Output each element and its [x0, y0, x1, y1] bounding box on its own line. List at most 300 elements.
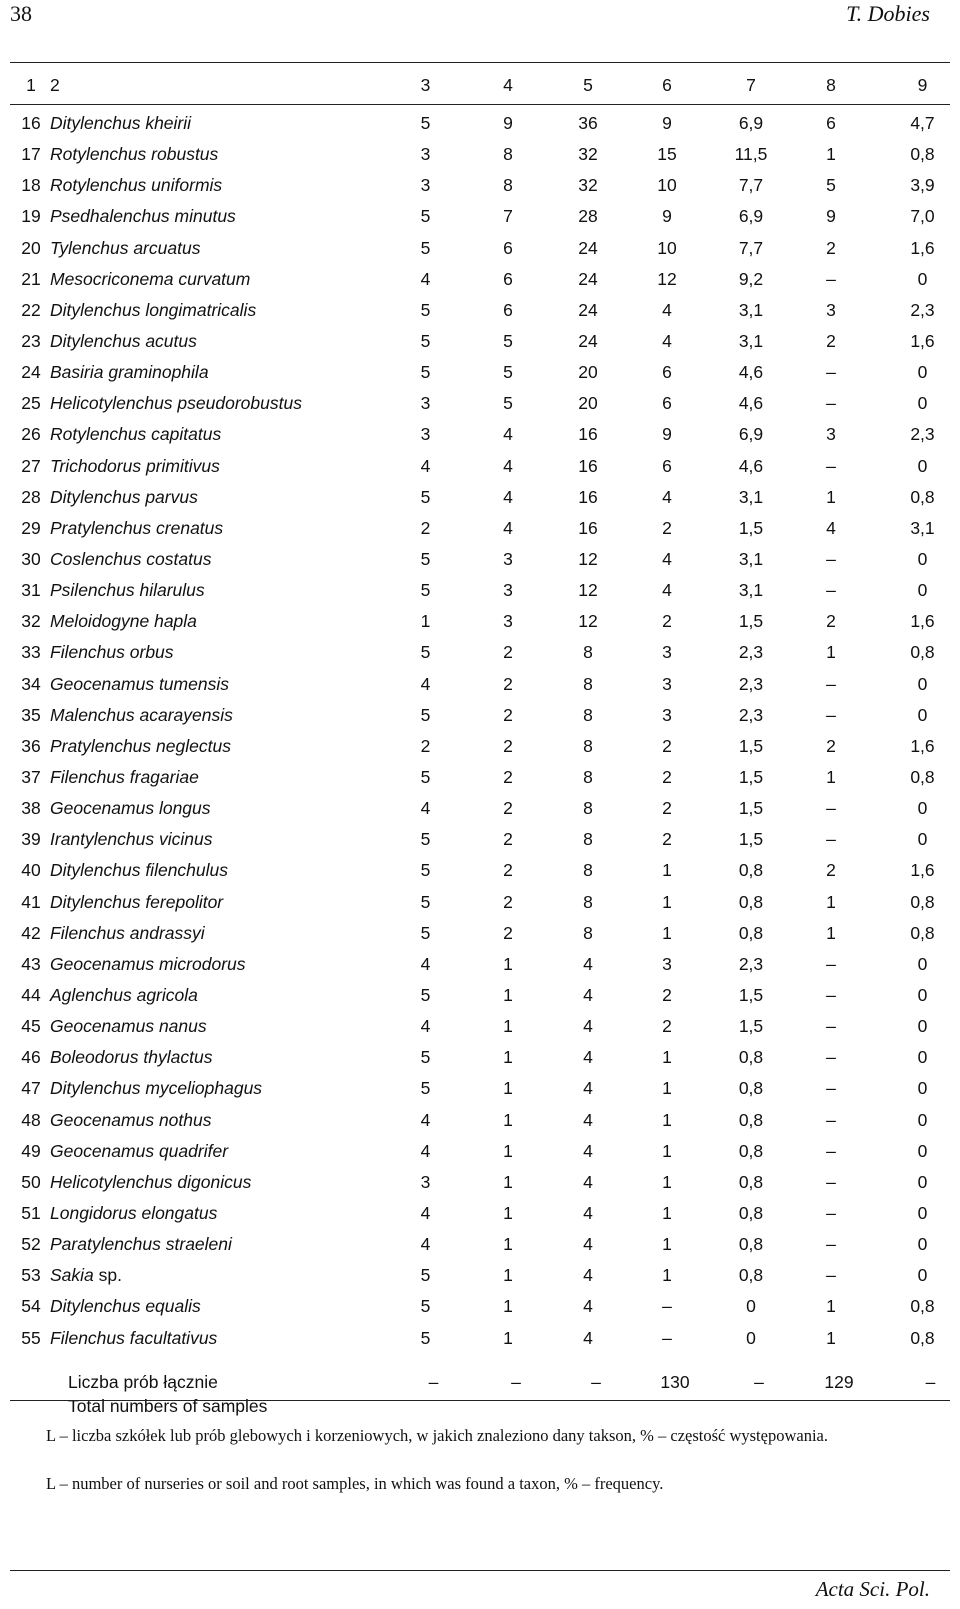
row-number: 53: [21, 1265, 41, 1286]
table-cell: –: [826, 704, 836, 725]
species-name: Mesocriconema curvatum: [50, 268, 251, 289]
column-header: 2: [50, 74, 60, 95]
table-cell: 2: [826, 735, 836, 756]
table-cell: 3,1: [738, 486, 764, 507]
table-cell: 3,1: [910, 517, 935, 538]
row-number: 37: [21, 767, 41, 788]
table-row: [12, 762, 960, 793]
table-cell: 4: [662, 331, 672, 352]
species-name: Geocenamus microdorus: [50, 953, 246, 974]
table-cell: 1: [420, 611, 431, 632]
table-cell: 3: [420, 144, 431, 165]
table-row: [12, 1198, 960, 1229]
table-row: [12, 1291, 960, 1322]
table-cell: 1: [662, 1047, 672, 1068]
table-cell: 10: [657, 175, 677, 196]
table-cell: 4: [583, 1016, 593, 1037]
table-cell: 4: [583, 985, 593, 1005]
table-cell: 7: [503, 206, 513, 227]
table-cell: 12: [578, 580, 598, 601]
table-cell: 8: [583, 922, 593, 943]
totals-label: [68, 1370, 267, 1418]
table-cell: 7,7: [738, 237, 764, 258]
table-row: [12, 1167, 960, 1198]
species-name: Ditylenchus myceliophagus: [50, 1078, 263, 1099]
table-cell: 2: [503, 767, 513, 788]
table-row: [12, 980, 960, 1011]
totals-value: –: [511, 1372, 521, 1392]
table-cell: 4: [420, 1109, 431, 1130]
table-cell: 0: [917, 1140, 928, 1161]
table-cell: 7,0: [910, 206, 935, 227]
table-cell: 1,5: [738, 767, 764, 788]
table-cell: 5: [503, 331, 513, 352]
table-cell: 4: [662, 549, 672, 570]
table-cell: 1: [662, 1202, 672, 1223]
table-cell: 5: [420, 331, 431, 352]
table-cell: 0: [917, 549, 928, 570]
table-cell: 2: [503, 673, 513, 694]
table-cell: –: [826, 1016, 836, 1037]
column-header: 6: [662, 74, 672, 95]
table-cell: 1: [503, 953, 513, 974]
row-number: 45: [21, 1016, 41, 1037]
table-cell: 3: [503, 611, 513, 632]
table-cell: 6: [662, 362, 672, 383]
table-cell: 5: [420, 1078, 431, 1099]
table-cell: 5: [420, 1265, 431, 1286]
table-row: [12, 357, 960, 388]
table-cell: 0,8: [738, 1047, 764, 1068]
table-cell: 1: [503, 1234, 513, 1255]
table-cell: 4: [826, 517, 836, 538]
table-cell: 4: [420, 1016, 431, 1037]
table-cell: 1: [662, 1140, 672, 1161]
table-cell: 12: [578, 549, 598, 570]
table-cell: –: [826, 1078, 836, 1099]
table-cell: –: [826, 673, 836, 694]
species-name-cell: [50, 1042, 388, 1073]
table-cell: 8: [503, 175, 513, 196]
table-row: [12, 170, 960, 201]
row-number: 40: [21, 860, 41, 881]
table-cell: 2: [420, 517, 431, 538]
table-cell: 0,8: [738, 1265, 764, 1286]
table-cell: 4: [503, 424, 513, 445]
row-number: 51: [21, 1202, 41, 1223]
table-cell: 3: [420, 393, 431, 414]
table-cell: 12: [578, 611, 598, 632]
row-number: 30: [21, 549, 41, 570]
table-cell: 1: [503, 1140, 513, 1161]
table-cell: 8: [583, 860, 593, 881]
species-name: Meloidogyne hapla: [50, 611, 197, 632]
species-suffix: sp.: [93, 1265, 122, 1286]
table-cell: 1,5: [738, 829, 764, 850]
table-cell: 0: [917, 455, 928, 476]
row-number: 35: [21, 704, 41, 725]
table-cell: 4: [420, 455, 431, 476]
table-cell: 32: [578, 175, 598, 196]
species-name: Ditylenchus longimatricalis: [50, 299, 257, 320]
table-cell: 0,8: [910, 922, 935, 943]
species-name-cell: [50, 233, 388, 264]
species-name: Geocenamus nothus: [50, 1109, 212, 1130]
table-cell: 4: [662, 299, 672, 320]
row-number: 19: [21, 206, 41, 227]
table-cell: 2,3: [738, 953, 764, 974]
species-name-cell: [50, 793, 388, 824]
row-number: 23: [21, 331, 41, 352]
species-name: Psedhalenchus minutus: [50, 206, 236, 227]
table-row: [12, 1011, 960, 1042]
table-cell: 3: [503, 580, 513, 601]
table-cell: 1: [826, 486, 836, 507]
table-cell: 6: [662, 393, 672, 414]
table-cell: 6: [662, 455, 672, 476]
table-cell: –: [826, 829, 836, 850]
table-cell: 4,6: [738, 393, 764, 414]
table-cell: 5: [420, 206, 431, 227]
table-cell: 6: [503, 299, 513, 320]
species-name-cell: [50, 824, 388, 855]
table-cell: 2: [503, 922, 513, 943]
table-cell: 5: [420, 580, 431, 601]
table-cell: 4: [420, 673, 431, 694]
table-row: [12, 388, 960, 419]
table-cell: 1: [662, 1234, 672, 1255]
journal-name: Acta Sci. Pol.: [815, 1577, 930, 1601]
species-name: Rotylenchus robustus: [50, 144, 219, 165]
table-row: [12, 1229, 960, 1260]
row-number: 25: [21, 393, 41, 414]
table-cell: 32: [578, 144, 598, 165]
column-header: 9: [917, 74, 928, 95]
row-number: 16: [21, 113, 41, 134]
table-cell: –: [826, 1047, 836, 1068]
running-head: T. Dobies: [846, 1, 930, 26]
table-cell: 2: [420, 735, 431, 756]
table-row: [12, 295, 960, 326]
table-cell: 20: [578, 393, 598, 414]
table-cell: 4: [420, 953, 431, 974]
table-row: [12, 918, 960, 949]
table-cell: 1: [503, 1265, 513, 1286]
footnote-polish: L – liczba szkółek lub prób glebowych i korzeniowych, w jakich znaleziono dany takson, % – częstość występowania.: [46, 1426, 828, 1445]
table-cell: 1,5: [738, 985, 764, 1005]
table-cell: 4,7: [910, 113, 935, 134]
table-cell: 1,6: [910, 735, 935, 756]
species-name: Sakia: [50, 1265, 94, 1286]
table-cell: 0: [917, 1265, 928, 1286]
table-cell: –: [826, 268, 836, 289]
table-row: [12, 451, 960, 482]
table-cell: 9,2: [738, 268, 764, 289]
table-cell: 1: [826, 922, 836, 943]
table-cell: 8: [503, 144, 513, 165]
column-header: 3: [420, 74, 431, 95]
species-name-cell: [50, 513, 388, 544]
row-number: 34: [21, 673, 41, 694]
table-cell: 0: [746, 1327, 756, 1348]
table-cell: 1: [503, 1078, 513, 1099]
species-name-cell: [50, 887, 388, 918]
table-cell: 6: [503, 237, 513, 258]
row-number: 36: [21, 735, 41, 756]
row-number: 22: [21, 299, 41, 320]
table-cell: 5: [420, 860, 431, 881]
table-cell: 2: [503, 891, 513, 912]
table-cell: 0: [917, 953, 928, 974]
table-cell: 2,3: [910, 424, 935, 445]
table-cell: 2: [826, 860, 836, 881]
species-name-cell: [50, 1105, 388, 1136]
table-cell: 1: [826, 1296, 836, 1317]
table-cell: 1: [826, 1327, 836, 1348]
row-number: 38: [21, 798, 41, 819]
totals-value: –: [591, 1372, 601, 1392]
table-cell: 0,8: [910, 144, 935, 165]
row-number: 55: [21, 1327, 41, 1348]
table-cell: 1: [662, 922, 672, 943]
table-cell: 7,7: [738, 175, 764, 196]
species-name: Aglenchus agricola: [50, 985, 198, 1005]
table-cell: 2,3: [738, 642, 764, 663]
table-cell: 0: [917, 704, 928, 725]
species-name-cell: [50, 1322, 388, 1353]
table-cell: 5: [420, 237, 431, 258]
row-number: 29: [21, 517, 41, 538]
table-row: [12, 326, 960, 357]
row-number: 46: [21, 1047, 41, 1068]
table-cell: 5: [420, 642, 431, 663]
table-cell: 1: [503, 1016, 513, 1037]
table-cell: 16: [578, 455, 598, 476]
table-top-rule: [10, 62, 950, 63]
species-name-cell: [50, 669, 388, 700]
table-cell: 3: [662, 953, 672, 974]
table-cell: 0,8: [738, 1078, 764, 1099]
totals-value: –: [428, 1372, 439, 1392]
species-name: Filenchus andrassyi: [50, 922, 205, 943]
table-cell: 3: [420, 1171, 431, 1192]
totals-label-pl: Liczba prób łącznie: [68, 1372, 218, 1392]
table-row: [12, 887, 960, 918]
table-cell: 6,9: [738, 206, 764, 227]
table-cell: 8: [583, 673, 593, 694]
species-name-cell: [50, 700, 388, 731]
table-cell: 6: [826, 113, 836, 134]
species-name-cell: [50, 1011, 388, 1042]
table-cell: –: [826, 549, 836, 570]
table-cell: 1,6: [910, 331, 935, 352]
table-cell: 3: [503, 549, 513, 570]
table-cell: –: [826, 362, 836, 383]
table-cell: 5: [420, 767, 431, 788]
row-number: 18: [21, 175, 41, 196]
row-number: 32: [21, 611, 41, 632]
table-cell: 0,8: [910, 767, 935, 788]
table-cell: 2: [503, 829, 513, 850]
table-cell: 1: [503, 1109, 513, 1130]
table-cell: 1: [826, 642, 836, 663]
table-cell: 8: [583, 767, 593, 788]
table-cell: 0: [917, 1047, 928, 1068]
table-row: [12, 1105, 960, 1136]
table-cell: 0,8: [738, 922, 764, 943]
table-cell: 3: [826, 299, 836, 320]
species-name: Geocenamus nanus: [50, 1016, 207, 1037]
species-name-cell: [50, 1073, 388, 1104]
table-row: [12, 606, 960, 637]
table-row: [12, 1260, 960, 1291]
table-cell: 0,8: [910, 891, 935, 912]
species-name: Ditylenchus kheirii: [50, 113, 192, 134]
table-row: [12, 1073, 960, 1104]
table-cell: 4: [583, 1234, 593, 1255]
table-cell: 0: [917, 268, 928, 289]
row-number: 26: [21, 424, 41, 445]
species-name: Boleodorus thylactus: [50, 1047, 213, 1068]
table-cell: 4: [583, 1202, 593, 1223]
table-cell: 0: [746, 1296, 756, 1317]
table-cell: 4,6: [738, 362, 764, 383]
table-cell: 16: [578, 517, 598, 538]
table-row: [12, 949, 960, 980]
table-cell: 2,3: [738, 704, 764, 725]
table-cell: 0,8: [910, 642, 935, 663]
table-row: [12, 201, 960, 232]
table-cell: 0: [917, 1109, 928, 1130]
species-name: Ditylenchus acutus: [50, 331, 197, 352]
species-name-cell: [50, 419, 388, 450]
table-cell: 4: [583, 1109, 593, 1130]
species-name: Ditylenchus ferepolitor: [50, 891, 224, 912]
table-row: [12, 1042, 960, 1073]
table-row: [12, 669, 960, 700]
table-cell: 1,5: [738, 735, 764, 756]
table-cell: 9: [662, 206, 672, 227]
table-cell: –: [826, 1140, 836, 1161]
species-name: Geocenamus tumensis: [50, 673, 229, 694]
table-row: [12, 855, 960, 886]
row-number: 54: [21, 1296, 41, 1317]
table-cell: 4: [583, 1140, 593, 1161]
species-name-cell: [50, 1167, 388, 1198]
table-cell: 5: [420, 486, 431, 507]
table-cell: 20: [578, 362, 598, 383]
table-cell: 8: [583, 829, 593, 850]
table-cell: 4: [420, 1202, 431, 1223]
table-row: [12, 824, 960, 855]
table-cell: 5: [420, 362, 431, 383]
row-number: 41: [21, 891, 41, 912]
table-cell: 9: [826, 206, 836, 227]
species-name-cell: [50, 1198, 388, 1229]
table-cell: 1: [503, 1047, 513, 1068]
row-number: 39: [21, 829, 41, 850]
table-cell: –: [662, 1327, 672, 1348]
table-cell: 4: [420, 798, 431, 819]
table-cell: 9: [662, 424, 672, 445]
species-name-cell: [50, 1291, 388, 1322]
species-name-cell: [50, 762, 388, 793]
table-cell: 2: [662, 829, 672, 850]
table-cell: 0: [917, 1234, 928, 1255]
table-cell: 4: [662, 486, 672, 507]
table-cell: 3: [826, 424, 836, 445]
table-cell: 5: [420, 829, 431, 850]
species-name-cell: [50, 264, 388, 295]
table-cell: 1: [503, 1296, 513, 1317]
table-cell: 0,8: [738, 1109, 764, 1130]
species-name-cell: [50, 139, 388, 170]
species-name-cell: [50, 326, 388, 357]
table-cell: 0: [917, 1016, 928, 1037]
table-cell: 0,8: [910, 1296, 935, 1317]
table-cell: 8: [583, 642, 593, 663]
table-cell: 6: [503, 268, 513, 289]
row-number: 49: [21, 1140, 41, 1161]
species-name: Filenchus fragariae: [50, 767, 199, 788]
table-cell: 4: [420, 268, 431, 289]
table-cell: 16: [578, 424, 598, 445]
species-name-cell: [50, 1136, 388, 1167]
table-cell: 3,1: [738, 549, 764, 570]
species-name-cell: [50, 855, 388, 886]
column-header: 8: [826, 74, 836, 95]
table-row: [12, 108, 960, 139]
row-number: 44: [21, 985, 41, 1005]
table-cell: 2: [662, 767, 672, 788]
species-name-cell: [50, 731, 388, 762]
table-cell: –: [826, 953, 836, 974]
table-cell: 4: [503, 517, 513, 538]
column-header: 4: [503, 74, 513, 95]
table-cell: 2,3: [738, 673, 764, 694]
table-cell: 4: [503, 455, 513, 476]
species-name: Geocenamus longus: [50, 798, 211, 819]
table-cell: 8: [583, 704, 593, 725]
species-name: Ditylenchus filenchulus: [50, 860, 229, 881]
table-cell: 1: [662, 1265, 672, 1286]
table-cell: 3,1: [738, 299, 764, 320]
table-cell: 8: [583, 891, 593, 912]
species-name: Psilenchus hilarulus: [50, 580, 205, 601]
table-cell: 3: [662, 673, 672, 694]
column-header: 5: [583, 74, 593, 95]
table-cell: –: [826, 1234, 836, 1255]
table-cell: 4: [583, 1047, 593, 1068]
species-name: Helicotylenchus digonicus: [50, 1171, 252, 1192]
table-cell: 1,6: [910, 611, 935, 632]
row-number: 52: [21, 1234, 41, 1255]
table-cell: 11,5: [734, 144, 768, 165]
table-cell: –: [826, 1265, 836, 1286]
table-cell: 0: [917, 1078, 928, 1099]
totals-value: –: [754, 1372, 764, 1392]
species-name: Pratylenchus neglectus: [50, 735, 231, 756]
table-cell: 0,8: [738, 1202, 764, 1223]
table-cell: 5: [826, 175, 836, 196]
row-number: 21: [21, 268, 41, 289]
row-number: 27: [21, 455, 41, 476]
table-cell: 5: [420, 1047, 431, 1068]
table-cell: 5: [420, 891, 431, 912]
table-cell: 1,6: [910, 237, 935, 258]
table-cell: 24: [578, 268, 598, 289]
table-cell: 1: [503, 1171, 513, 1192]
